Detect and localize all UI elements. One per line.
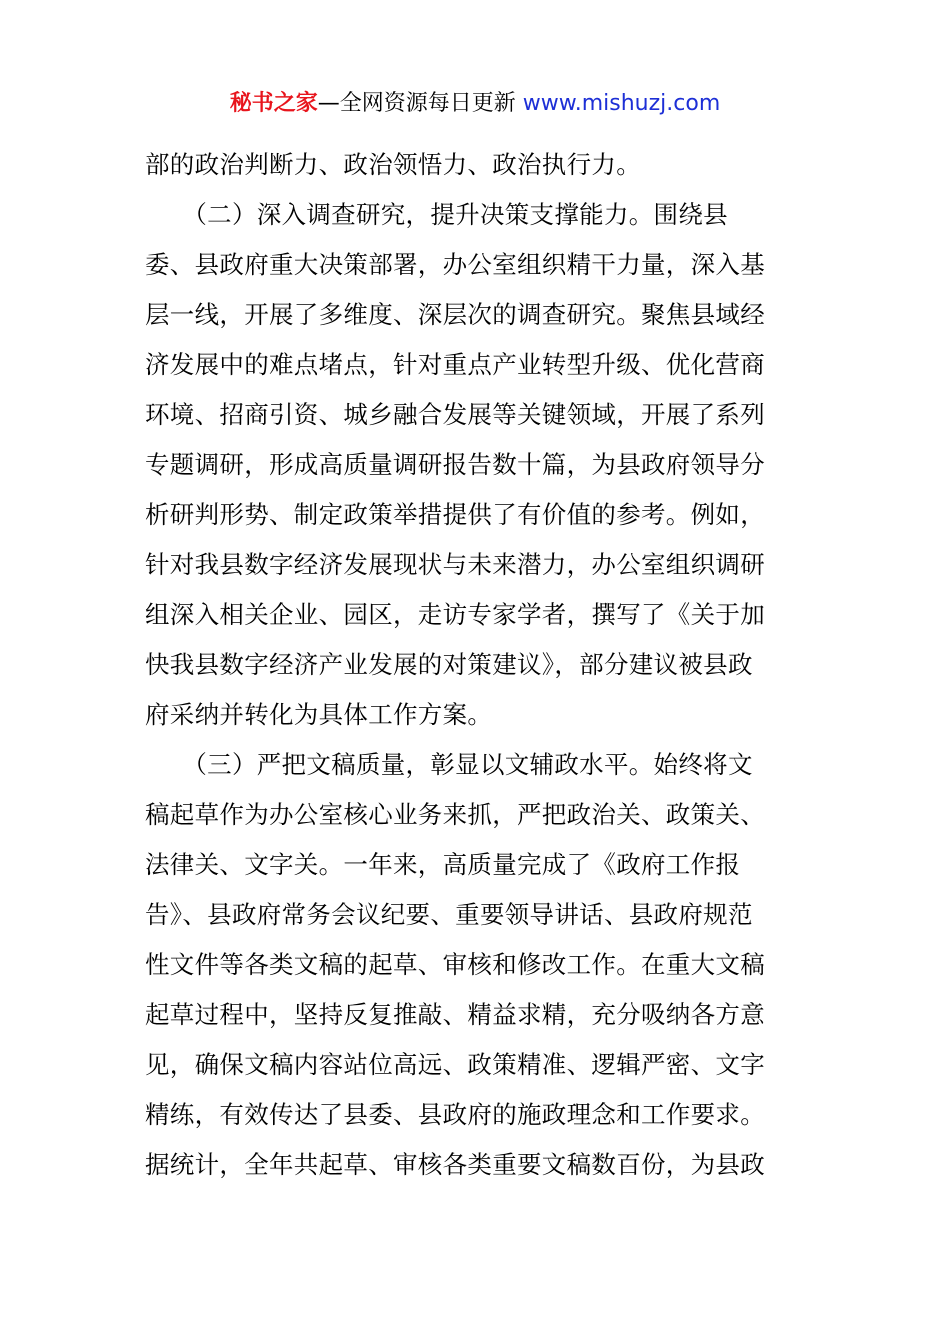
document-body xyxy=(145,140,815,1190)
text-line: 析研判形势、制定政策举措提供了有价值的参考。例如， xyxy=(145,500,765,529)
site-tagline: —全网资源每日更新 xyxy=(317,91,523,116)
text-line: 部的政治判断力、政治领悟力、政治执行力。 xyxy=(145,150,641,179)
text-line: （三）严把文稿质量，彰显以文辅政水平。始终将文 xyxy=(145,750,753,779)
text-line: 层一线，开展了多维度、深层次的调查研究。聚焦县域经 xyxy=(145,300,765,329)
text-line: 性文件等各类文稿的起草、审核和修改工作。在重大文稿 xyxy=(145,950,765,979)
text-line: 告》、县政府常务会议纪要、重要领导讲话、县政府规范 xyxy=(145,900,753,929)
text-line: 稿起草作为办公室核心业务来抓，严把政治关、政策关、 xyxy=(145,800,765,829)
site-brand: 秘书之家 xyxy=(229,91,318,116)
text-line: 针对我县数字经济发展现状与未来潜力，办公室组织调研 xyxy=(145,550,765,579)
text-line: 据统计，全年共起草、审核各类重要文稿数百份，为县政 xyxy=(145,1150,765,1179)
text-line: 专题调研，形成高质量调研报告数十篇，为县政府领导分 xyxy=(145,450,765,479)
text-line: 组深入相关企业、园区，走访专家学者，撰写了《关于加 xyxy=(145,600,765,629)
text-line: （二）深入调查研究，提升决策支撑能力。围绕县 xyxy=(145,200,728,229)
text-line: 环境、招商引资、城乡融合发展等关键领域，开展了系列 xyxy=(145,400,765,429)
text-line: 法律关、文字关。一年来，高质量完成了《政府工作报 xyxy=(145,850,741,879)
text-line: 济发展中的难点堵点，针对重点产业转型升级、优化营商 xyxy=(145,350,765,379)
text-line: 快我县数字经济产业发展的对策建议》，部分建议被县政 xyxy=(145,650,753,679)
text-line: 见，确保文稿内容站位高远、政策精准、逻辑严密、文字 xyxy=(145,1050,765,1079)
page-header xyxy=(0,88,950,120)
site-url-link[interactable]: www.mishuzj.com xyxy=(522,91,721,116)
text-line: 委、县政府重大决策部署，办公室组织精干力量，深入基 xyxy=(145,250,765,279)
text-line: 精练，有效传达了县委、县政府的施政理念和工作要求。 xyxy=(145,1100,765,1129)
text-line: 府采纳并转化为具体工作方案。 xyxy=(145,700,493,729)
text-line: 起草过程中，坚持反复推敲、精益求精，充分吸纳各方意 xyxy=(145,1000,765,1029)
